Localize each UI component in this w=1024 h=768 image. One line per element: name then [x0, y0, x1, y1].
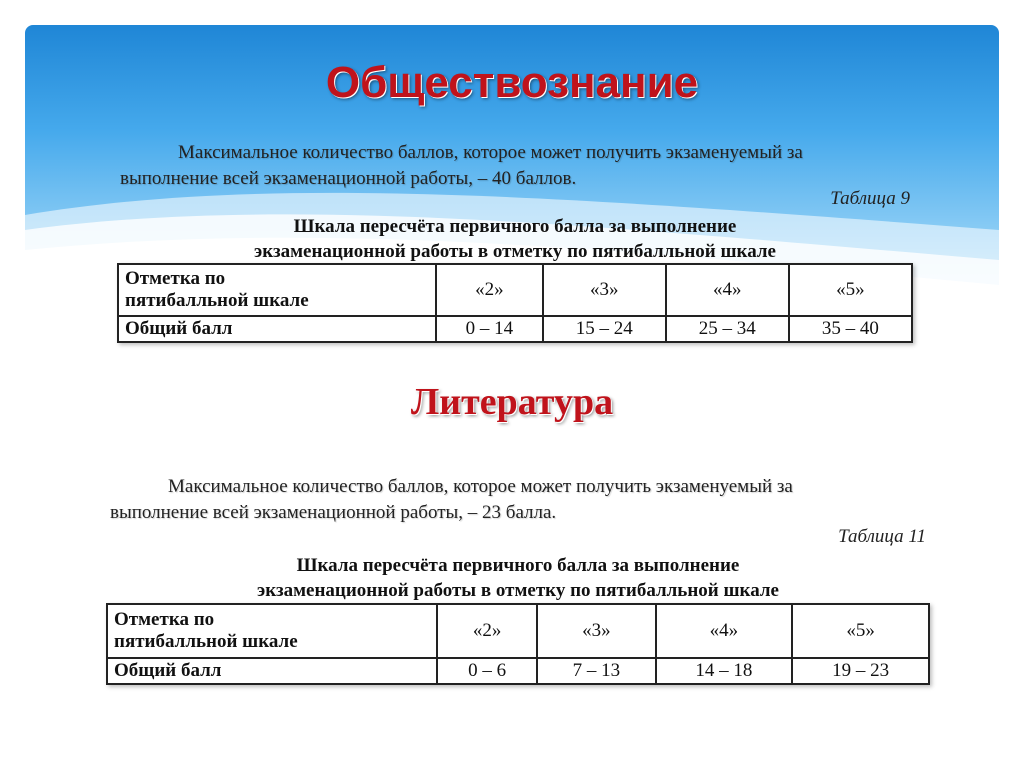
table-number: Таблица 9 [830, 188, 910, 209]
paragraph-line: Максимальное количество баллов, которое может получить экзаменуемый за [168, 476, 793, 497]
range-cell: 35 – 40 [789, 316, 912, 342]
caption-line: Шкала пересчёта первичного балла за выполнение [293, 216, 737, 237]
table-row [118, 264, 912, 316]
table-caption [120, 214, 910, 264]
range-cell: 19 – 23 [792, 658, 929, 684]
grade-cell: «4» [666, 264, 789, 316]
range-cell: 0 – 6 [437, 658, 537, 684]
range-cell: 7 – 13 [537, 658, 655, 684]
range-cell: 14 – 18 [656, 658, 793, 684]
table-row [118, 316, 912, 342]
total-score-header-cell: Общий балл [118, 316, 436, 342]
grade-header-line: пятибалльной шкале [114, 631, 298, 652]
grade-cell: «2» [437, 604, 537, 658]
caption-line: Шкала пересчёта первичного балла за выполнение [296, 555, 740, 576]
score-table [117, 263, 913, 343]
section-title-social-studies: Обществознание [325, 58, 699, 107]
range-cell: 0 – 14 [436, 316, 543, 342]
grade-cell: «5» [789, 264, 912, 316]
grade-cell: «3» [537, 604, 655, 658]
grade-cell: «2» [436, 264, 543, 316]
table-row [107, 604, 929, 658]
table-caption [110, 553, 926, 603]
grade-header-line: пятибалльной шкале [125, 290, 309, 311]
table-row [107, 658, 929, 684]
caption-line: экзаменационной работы в отметку по пятибалльной шкале [257, 580, 779, 601]
section-title-literature: Литература [410, 381, 614, 423]
grade-header-cell [107, 604, 437, 658]
score-table [106, 603, 930, 685]
range-cell: 25 – 34 [666, 316, 789, 342]
paragraph-line: выполнение всей экзаменационной работы, – 40 баллов. [120, 168, 577, 189]
grade-header-line: Отметка по [114, 609, 215, 630]
table-number: Таблица 11 [838, 526, 926, 547]
grade-header-line: Отметка по [125, 268, 226, 289]
range-cell: 15 – 24 [543, 316, 666, 342]
grade-cell: «4» [656, 604, 793, 658]
grade-cell: «3» [543, 264, 666, 316]
caption-line: экзаменационной работы в отметку по пятибалльной шкале [254, 241, 776, 262]
paragraph-line: Максимальное количество баллов, которое может получить экзаменуемый за [178, 142, 803, 163]
grade-cell: «5» [792, 604, 929, 658]
max-score-paragraph [120, 140, 920, 192]
paragraph-line: выполнение всей экзаменационной работы, – 23 балла. [110, 502, 557, 523]
grade-header-cell [118, 264, 436, 316]
max-score-paragraph [110, 474, 930, 526]
total-score-header-cell: Общий балл [107, 658, 437, 684]
